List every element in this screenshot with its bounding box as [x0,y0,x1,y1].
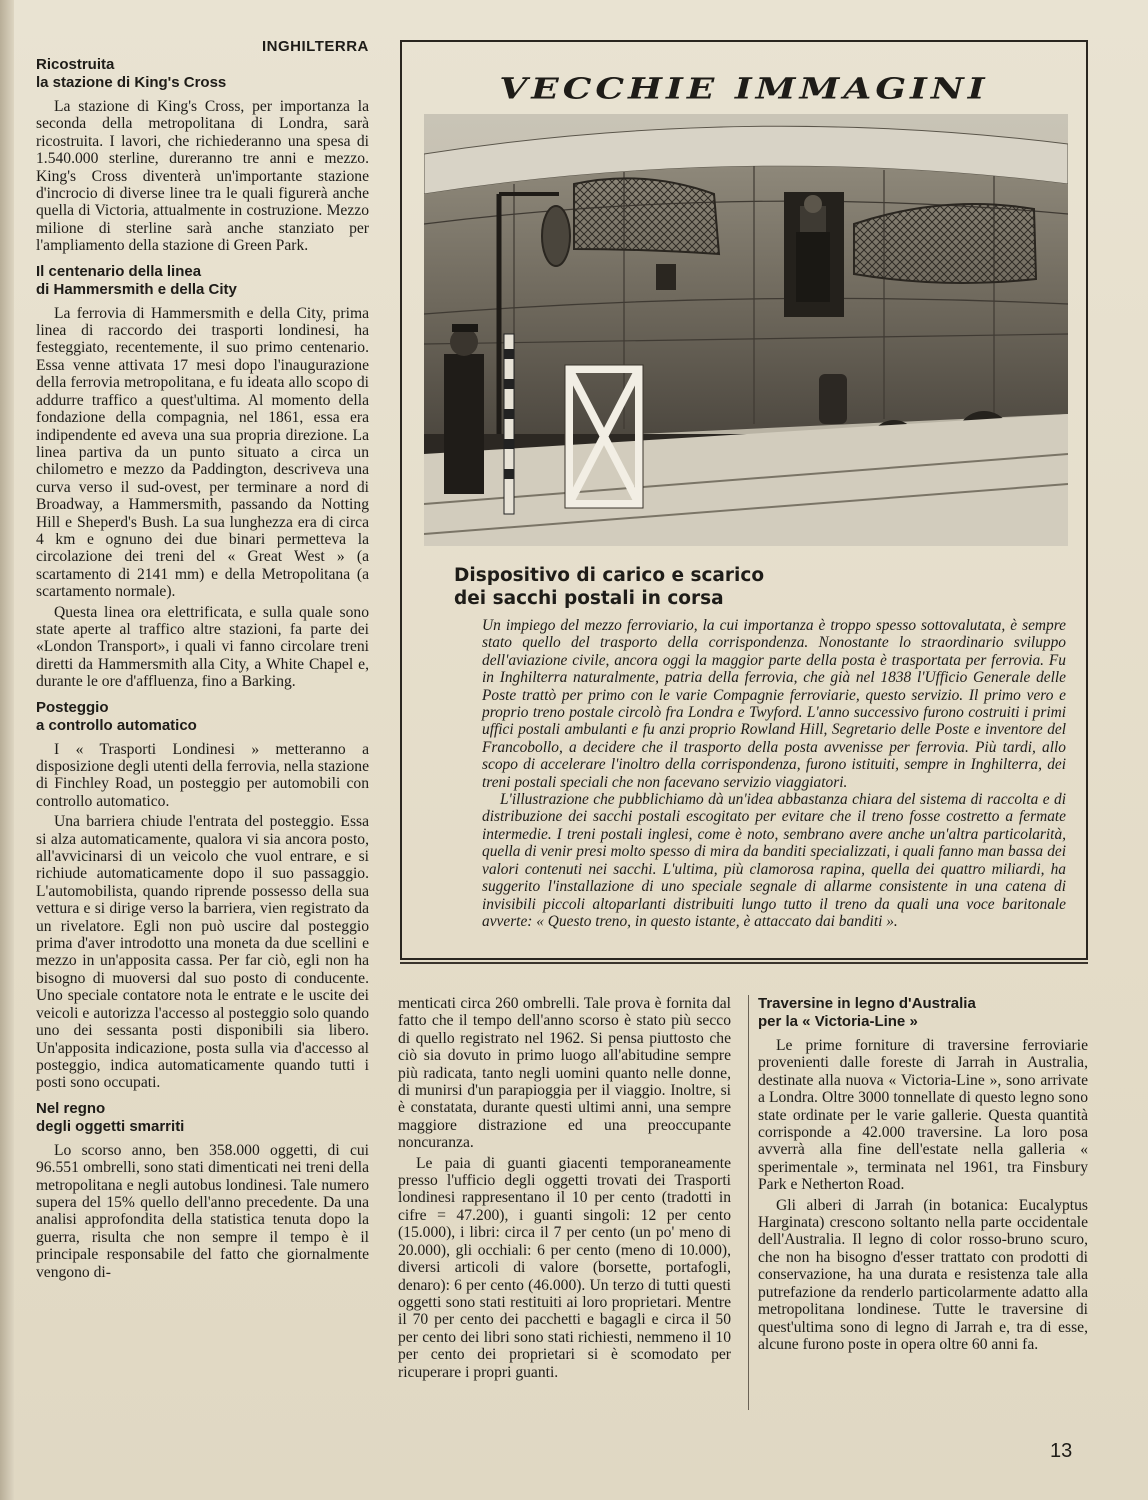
right-column [758,995,1088,1356]
article-title-parking: Posteggio a controllo automatico [36,698,197,734]
article-body: Le paia di guanti giacenti temporaneamente presso l'ufficio degli oggetti trovati dei Trasporti londinesi rappresentano il 10 per cento (tradotti in cifre = 47.200), i guanti singoli: 12 per cento (15.000), i libri: circa il 7 per cento (un po' meno di 20.000), gli occhiali: 6 per cento (meno di 10.000), diversi articoli di valore (borsette, portafogli, denaro): 6 per cento (46.000). Un terzo di tutti questi oggetti sono stati restituiti ai loro proprietari. Mentre il 70 per cento dei pacchetti e bagagli e circa il 50 per cento dei libri sono stati richiesti, nemmeno il 10 per cento dei proprietari si è scomodato per ricuperare i propri guanti. [398,1154,731,1381]
article-title-kings-cross: Ricostruita la stazione di King's Cross [36,56,227,91]
column-divider [748,995,749,1410]
middle-column [398,995,731,1384]
feature-paragraph: Un impiego del mezzo ferroviario, la cui importanza è troppo spesso sottovalutata, è sempre stato quello del trasporto della corrispondenza. Nonostante lo straordinario sviluppo dell'aviazione civile, ancora oggi la maggior parte della posta è trasportata per ferrovia. Fu in Inghilterra naturalmente, patria della ferrovia, che già nel 1838 l'Ufficio Generale delle Poste trattò per primo con le varie Compagnie ferroviarie, questo servizio. Il primo vero e proprio treno postale circolò fra Londra e Twyford. L'anno successivo furono costruiti i primi uffici postali ambulanti e fu anzi proprio Rowland Hill, Segretario delle Poste e inventore del Francobollo, a decidere che il trasporto della posta avvenisse per ferrovia. Più tardi, allo scopo di accelerare l'inoltro della corrispondenza, furono istituiti, sempre in Inghilterra, dei treni postali speciali che non facevano servizio viaggiatori. [482,617,1066,791]
article-title-sleepers: Traversine in legno d'Australia per la « Victoria-Line » [758,995,976,1030]
article-title-lost-objects: Nel regno degli oggetti smarriti [36,1099,185,1135]
feature-box [400,40,1088,960]
article-body: Una barriera chiude l'entrata del posteggio. Essa si alza automaticamente, qualora vi sia ancora posto, all'avvicinarsi di un veicolo che vuol entrare, e si richiude automaticamente dopo il suo passaggio. L'automobilista, quando riprende possesso della sua vettura e si dirige verso la barriera, vien registrato da un rivelatore. Egli non può uscire dal posteggio prima d'aver introdotto una moneta da due scellini e mezzo in un'apposita cassa. Per far ciò, egli non ha bisogno di muoversi dal suo posto di conducente. Uno speciale contatore nota le entrate e le uscite dei veicoli e autorizza l'accesso al posteggio solo quando uno dei sessanta posti disponibili sia libero. Un'apposita indicazione, posta sulla via d'accesso al posteggio, indica automaticamente quando tutti i posti sono occupati. [36,813,369,1092]
historic-train-photo [424,114,1068,546]
article-body: La ferrovia di Hammersmith e della City, prima linea di raccordo dei trasporti londinesi, ha festeggiato, recentemente, il suo primo centenario. Essa venne attivata 17 mesi dopo l'inaugurazione della ferrovia metropolitana, e fu ideata allo scopo di addurre traffico a quest'ultima. Al momento della fondazione della compagnia, nel 1861, essa era indipendente ed aveva una sua propria direzione. La linea partiva da un punto situato a circa un chilometro e mezzo da Paddington, descriveva una curva verso il sud-ovest, per terminare a nord di Broadway, a Hammersmith, passando da Notting Hill e Sheperd's Bush. La sua lunghezza era di circa 4 km e ognuno dei due binari permetteva la circolazione dei treni del « Great West » (a scartamento di 2141 mm) e della Metropolitana (a scartamento normale). [36,304,369,601]
feature-text [482,617,1066,930]
feature-title: VECCHIE IMMAGINI [499,72,989,106]
article-body: Le prime forniture di traversine ferroviarie provenienti dalle foreste di Jarrah in Australia, destinate alla nuova « Victoria-Line », sono arrivate a Londra. Oltre 3000 tonnellate di questo legno sono state ordinate per le varie gallerie. Questa quantità corrisponde a 42.000 traversine. La loro posa avverrà alla fine dell'estate nella galleria « sperimentale », terminata nel 1961, tra Finsbury Park e Netherton Road. [758,1037,1088,1194]
article-body: La stazione di King's Cross, per importanza la seconda della metropolitana di Londra, sarà ricostruita. I lavori, che richiederanno una spesa di 1.540.000 sterline, dureranno tre anni e mezzo. King's Cross diventerà un'importante stazione d'incrocio di diverse linee tra le quali figurerà anche quella di Victoria, attualmente in costruzione. Mezzo milione di sterline sarà anche stanziato per l'ampliamento della stazione di Green Park. [36,98,369,255]
article-title-hammersmith: Il centenario della linea di Hammersmith e della City [36,262,237,298]
article-body: Lo scorso anno, ben 358.000 oggetti, di cui 96.551 ombrelli, sono stati dimenticati nei treni della metropolitana e negli autobus londinesi. Tale numero supera del 15% quello dell'anno precedente. Da una analisi approfondita della statistica tenuta dopo la guerra, risulta che non sempre il tempo è il principale responsabile del fatto che giornalmente vengono di- [36,1141,369,1281]
left-column [36,56,369,1284]
article-body: menticati circa 260 ombrelli. Tale prova è fornita dal fatto che il tempo dell'anno scorso è stato più secco di quello registrato nel 1962. Si pensa piuttosto che ciò sia dovuto in primo luogo all'abitudine sempre più radicata, tanto negli uomini quanto nelle donne, di munirsi d'un parapioggia per il viaggio. Inoltre, si è constatata, durante questi ultimi anni, una sempre maggiore distrazione ed una preoccupante noncuranza. [398,995,731,1152]
article-body: Questa linea ora elettrificata, e sulla quale sono state aperte al traffico altre stazioni, fa parte dei «London Transport», i quali vi fanno circolare treni diretti da Hammersmith alla City, a White Chapel e, durante le ore d'affluenza, fino a Barking. [36,603,369,691]
horizontal-rule [400,962,1088,964]
feature-heading: Dispositivo di carico e scarico dei sacchi postali in corsa [454,565,765,609]
feature-paragraph: L'illustrazione che pubblichiamo dà un'idea abbastanza chiara del sistema di raccolta e di distribuzione dei sacchi postali escogitato per evitare che il treno fosse costretto a fermate intermedie. I treni postali inglesi, come è noto, sembrano avere anche un'altra particolarità, quella di venir presi molto spesso di mira da banditi specializzati, i quali fanno man bassa dei valori contenuti nei sacchi. L'ultima, più clamorosa rapina, quella dei quattro miliardi, ha suggerito l'installazione di uno speciale segnale di allarme consistente in una catena di invisibili piccoli altoparlanti distribuiti lungo tutto il treno da quali una voce baritonale avverte: « Questo treno, in questo istante, è attaccato dai banditi ». [482,791,1066,930]
article-body: I « Trasporti Londinesi » metteranno a disposizione degli utenti della ferrovia, nella stazione di Finchley Road, un posteggio per automobili con controllo automatico. [36,740,369,810]
binding-edge [0,0,14,1500]
page-number: 13 [1050,1440,1073,1462]
article-body: Gli alberi di Jarrah (in botanica: Eucalyptus Harginata) crescono soltanto nella parte occidentale dell'Australia. Il legno di color rosso-bruno scuro, che non ha bisogno d'esser trattato con prodotti di conservazione, ha una durata e resistenza tale alla putrefazione da renderlo particolarmente adatto alla metropolitana londinese. Tutte le traversine di quest'ultima sono di legno di Jarrah e, tra di esse, alcune furono poste in opera oltre 60 anni fa. [758,1196,1088,1353]
section-label: INGHILTERRA [262,38,369,55]
